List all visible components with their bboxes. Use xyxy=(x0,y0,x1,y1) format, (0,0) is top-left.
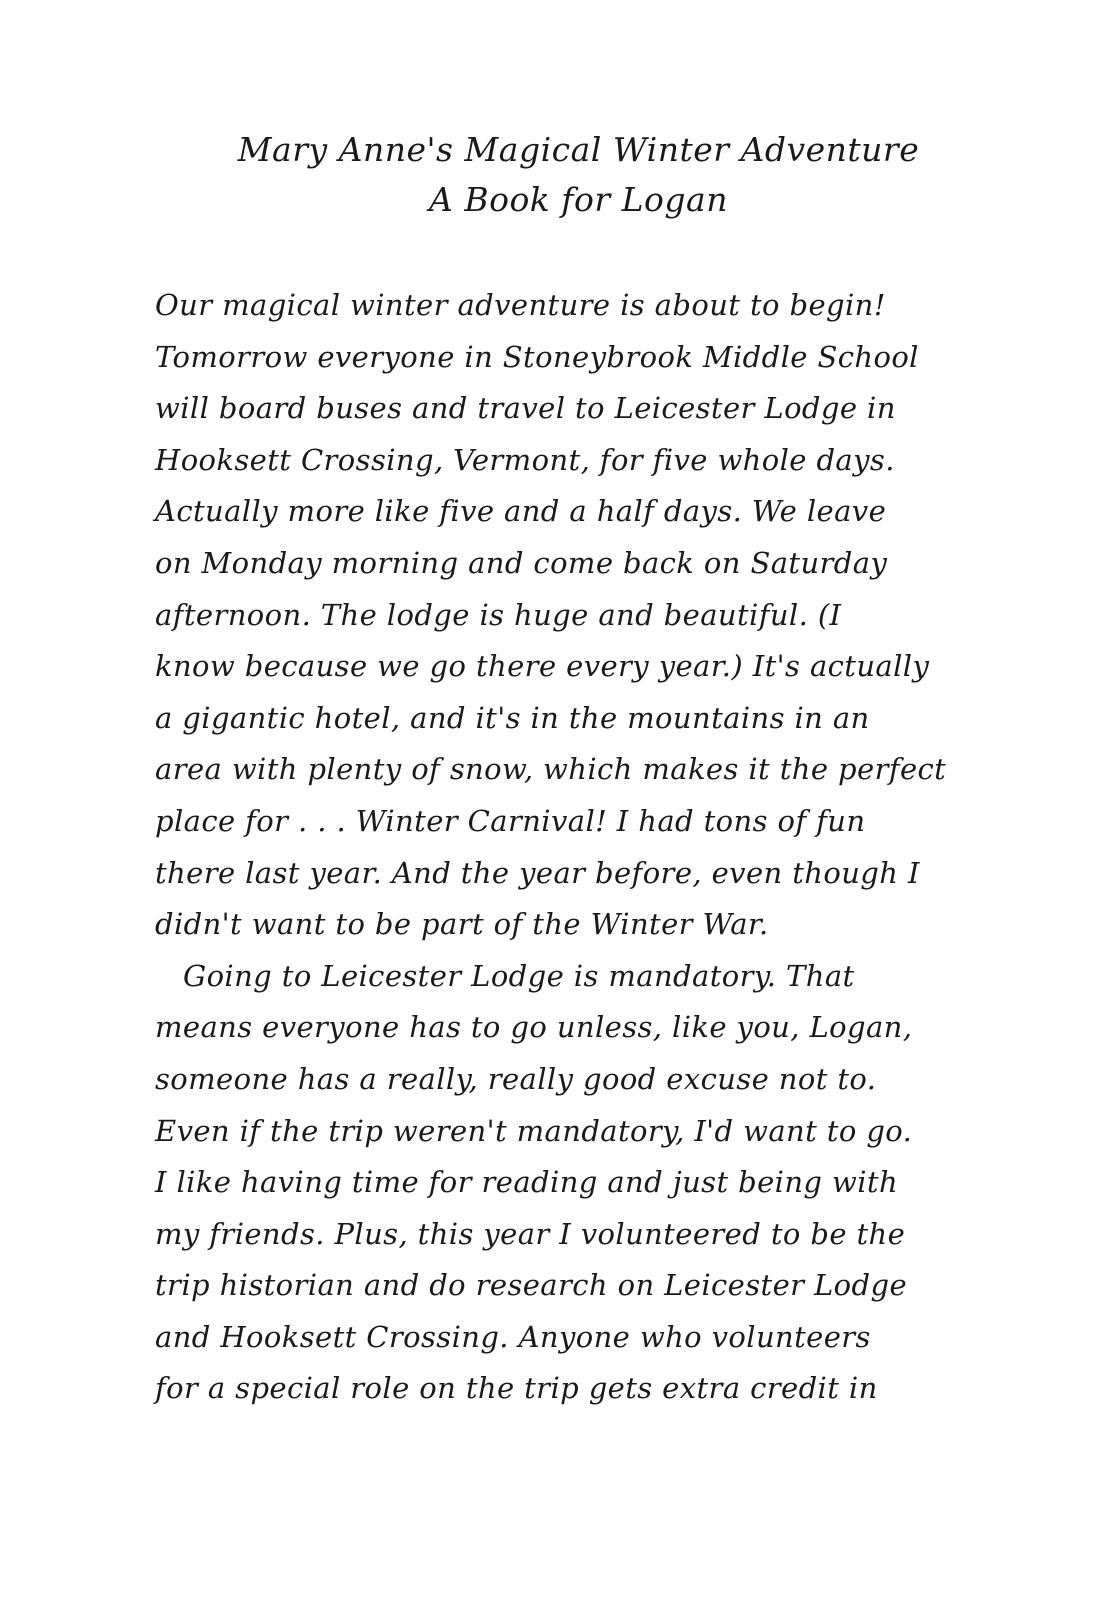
text-line: Tomorrow everyone in Stoneybrook Middle School xyxy=(155,339,919,374)
text-line: Even if the trip weren't mandatory, I'd want to go. xyxy=(155,1113,913,1148)
text-line: a gigantic hotel, and it's in the mountains in an xyxy=(155,700,870,735)
text-line: for a special role on the trip gets extra credit in xyxy=(155,1371,878,1406)
text-line: my friends. Plus, this year I volunteered to be the xyxy=(155,1216,906,1251)
text-line: someone has a really, really good excuse not to. xyxy=(155,1061,877,1096)
text-line: will board buses and travel to Leicester Lodge in xyxy=(155,391,896,426)
text-line: and Hooksett Crossing. Anyone who volunteers xyxy=(155,1319,871,1354)
text-line: area with plenty of snow, which makes it the perfect xyxy=(155,752,947,787)
text-line: afternoon. The lodge is huge and beautiful. (I xyxy=(155,597,842,632)
page-title: Mary Anne's Magical Winter Adventure xyxy=(237,130,920,169)
page-subtitle: A Book for Logan xyxy=(429,180,728,219)
paragraph-start-line: Going to Leicester Lodge is mandatory. That xyxy=(183,958,855,993)
text-line: place for . . . Winter Carnival! I had tons of fun xyxy=(155,803,866,838)
text-line: on Monday morning and come back on Saturday xyxy=(155,545,888,580)
body-text xyxy=(155,280,985,1415)
text-line: there last year. And the year before, even though I xyxy=(155,855,920,890)
text-line: trip historian and do research on Leicester Lodge xyxy=(155,1268,908,1303)
text-line: know because we go there every year.) It's actually xyxy=(155,649,930,684)
text-line: Hooksett Crossing, Vermont, for five whole days. xyxy=(155,442,895,477)
text-line: means everyone has to go unless, like you, Logan, xyxy=(155,1010,913,1045)
text-line: Our magical winter adventure is about to begin! xyxy=(155,288,886,322)
text-line: I like having time for reading and just being with xyxy=(155,1165,899,1200)
text-line: didn't want to be part of the Winter War. xyxy=(155,907,769,942)
text-line: Actually more like five and a half days. We leave xyxy=(155,494,887,529)
